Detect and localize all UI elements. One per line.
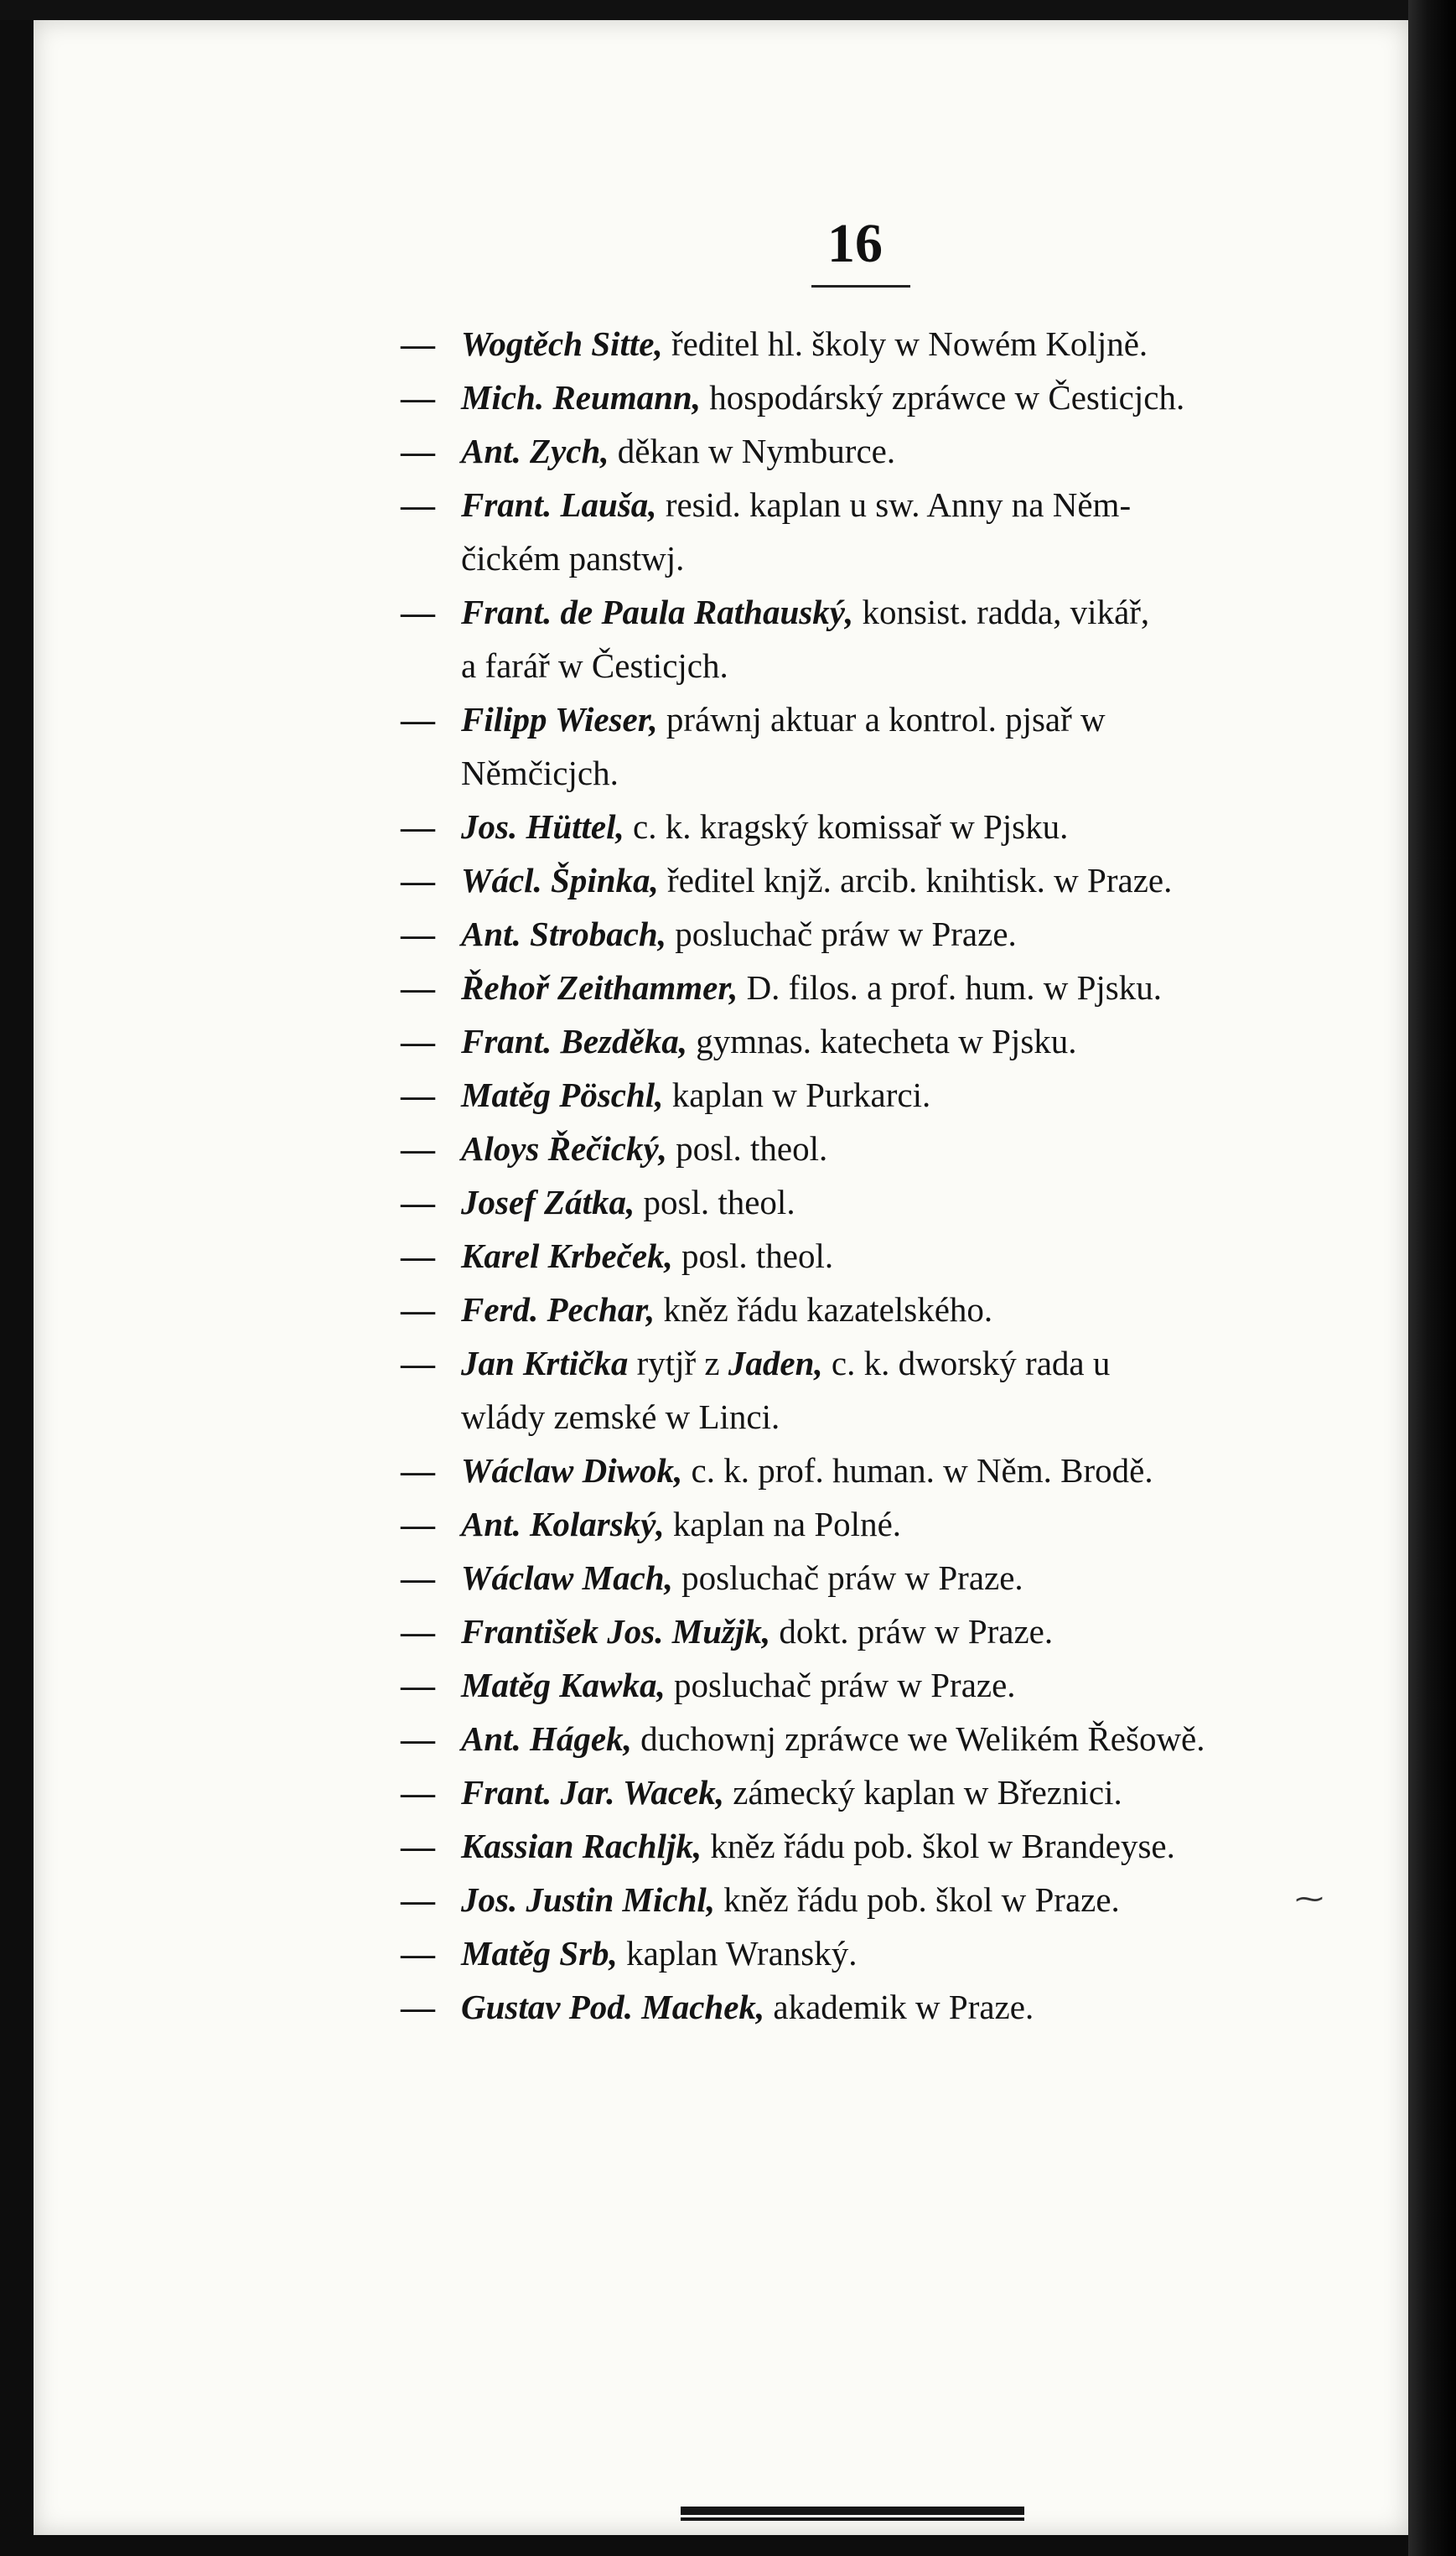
entry-name: Mich. Reumann, — [461, 378, 701, 417]
list-item — [401, 1175, 1348, 1229]
entry-description-secondary: c. k. dworský rada u — [822, 1344, 1111, 1382]
name-list — [401, 317, 1348, 2034]
list-item — [401, 371, 1348, 424]
list-item — [401, 1336, 1348, 1444]
entry-dash: — — [401, 1237, 435, 1275]
entry-name: Matěg Kawka, — [461, 1666, 666, 1704]
entry-description: posl. theol. — [635, 1183, 795, 1221]
end-rule — [681, 2507, 1024, 2522]
list-item — [401, 478, 1348, 585]
list-item — [401, 1014, 1348, 1068]
list-item — [401, 1819, 1348, 1873]
entry-name: Řehoř Zeithammer, — [461, 968, 738, 1007]
entry-dash: — — [401, 968, 435, 1007]
entry-name: Matěg Pöschl, — [461, 1076, 664, 1114]
list-item — [401, 585, 1348, 692]
entry-description: rytjř z — [628, 1344, 728, 1382]
entry-dash: — — [401, 1773, 435, 1812]
entry-dash: — — [401, 1666, 435, 1704]
entry-description: zámecký kaplan w Březnici. — [724, 1773, 1122, 1812]
end-rule-thick — [681, 2507, 1024, 2515]
entry-name: Jan Krtička — [461, 1344, 629, 1382]
entry-name: Matěg Srb, — [461, 1934, 618, 1973]
list-item — [401, 1497, 1348, 1551]
list-item — [401, 1444, 1348, 1497]
list-item — [401, 1873, 1348, 1926]
entry-dash: — — [401, 861, 435, 900]
list-item — [401, 1283, 1348, 1336]
entry-dash: — — [401, 432, 435, 470]
entry-description: hospodárský zpráwce w Česticjch. — [700, 378, 1185, 417]
entry-name: Ant. Kolarský, — [461, 1505, 665, 1543]
list-item — [401, 1605, 1348, 1658]
list-item — [401, 800, 1348, 853]
entry-name: Filipp Wieser, — [461, 700, 658, 739]
entry-description: posl. theol. — [666, 1129, 828, 1168]
entry-name: Frant. de Paula Rathauský, — [461, 593, 854, 631]
entry-description: kněz řádu pob. škol w Brandeyse. — [702, 1827, 1175, 1865]
entry-description: kaplan w Purkarci. — [663, 1076, 931, 1114]
list-item — [401, 317, 1348, 371]
entry-dash: — — [401, 1612, 435, 1651]
list-item — [401, 1551, 1348, 1605]
entry-name: Ferd. Pechar, — [461, 1290, 655, 1329]
entry-name: František Jos. Mužjk, — [461, 1612, 771, 1651]
scan-edge-right — [1408, 0, 1456, 2556]
entry-description: gymnas. katecheta w Pjsku. — [687, 1022, 1077, 1060]
entry-description: D. filos. a prof. hum. w Pjsku. — [738, 968, 1162, 1007]
entry-name: Frant. Lauša, — [461, 485, 657, 524]
entry-description: kněz řádu kazatelského. — [655, 1290, 993, 1329]
entry-dash: — — [401, 1934, 435, 1973]
entry-description: kněz řádu pob. škol w Praze. — [715, 1880, 1120, 1919]
entry-name: Aloys Řečický, — [461, 1129, 667, 1168]
entry-description: ředitel knjž. arcib. knihtisk. w Praze. — [658, 861, 1173, 900]
entry-dash: — — [401, 1022, 435, 1060]
entry-name: Wáclaw Diwok, — [461, 1451, 683, 1490]
entry-description: posluchač práw w Praze. — [672, 1558, 1023, 1597]
entry-description: děkan w Nymburce. — [609, 432, 896, 470]
list-item — [401, 1122, 1348, 1175]
entry-continuation: Němčicjch. — [461, 754, 619, 792]
end-rule-thin — [681, 2517, 1024, 2521]
entry-dash: — — [401, 1827, 435, 1865]
list-item — [401, 424, 1348, 478]
entry-dash: — — [401, 378, 435, 417]
entry-description: práwnj aktuar a kontrol. pjsař w — [657, 700, 1106, 739]
entry-dash: — — [401, 915, 435, 953]
entry-name: Wogtěch Sitte, — [461, 324, 663, 363]
entry-dash: — — [401, 700, 435, 739]
list-item — [401, 1229, 1348, 1283]
entry-continuation: wlády zemské w Linci. — [461, 1397, 780, 1436]
list-item — [401, 1068, 1348, 1122]
entry-description: c. k. prof. human. w Něm. Brodě. — [682, 1451, 1153, 1490]
scan-edge-top — [0, 0, 1456, 20]
entry-dash: — — [401, 1505, 435, 1543]
list-item — [401, 853, 1348, 907]
entry-description: posl. theol. — [672, 1237, 834, 1275]
entry-name: Ant. Zych, — [461, 432, 609, 470]
entry-dash: — — [401, 1183, 435, 1221]
entry-continuation: a farář w Česticjch. — [461, 646, 728, 685]
page-number: 16 — [827, 213, 883, 274]
entry-name: Jos. Hüttel, — [461, 807, 624, 846]
entry-dash: — — [401, 1558, 435, 1597]
list-item — [401, 961, 1348, 1014]
entry-description: posluchač práw w Praze. — [665, 1666, 1016, 1704]
list-item — [401, 1926, 1348, 1980]
entry-name: Karel Krbeček, — [461, 1237, 673, 1275]
stray-ink-mark: ⁓ — [1295, 1882, 1324, 1916]
page-number-underline — [811, 285, 910, 288]
entry-dash: — — [401, 485, 435, 524]
entry-dash: — — [401, 593, 435, 631]
list-item — [401, 692, 1348, 800]
entry-name: Jos. Justin Michl, — [461, 1880, 716, 1919]
entry-continuation: čickém panstwj. — [461, 539, 685, 578]
entry-name: Ant. Hágek, — [461, 1719, 632, 1758]
entry-name-secondary: Jaden, — [728, 1344, 823, 1382]
entry-description: akademik w Praze. — [764, 1988, 1034, 2026]
entry-dash: — — [401, 807, 435, 846]
entry-description: kaplan Wranský. — [617, 1934, 858, 1973]
list-item — [401, 1980, 1348, 2034]
entry-name: Ant. Strobach, — [461, 915, 666, 953]
list-item — [401, 1712, 1348, 1765]
entry-description: dokt. práw w Praze. — [770, 1612, 1054, 1651]
entry-name: Gustav Pod. Machek, — [461, 1988, 765, 2026]
list-item — [401, 1765, 1348, 1819]
entry-dash: — — [401, 1344, 435, 1382]
entry-description: posluchač práw w Praze. — [666, 915, 1017, 953]
entry-dash: — — [401, 1880, 435, 1919]
entry-description: kaplan na Polné. — [664, 1505, 902, 1543]
entry-name: Frant. Bezděka, — [461, 1022, 687, 1060]
list-item — [401, 907, 1348, 961]
entry-name: Wácl. Špinka, — [461, 861, 659, 900]
entry-description: c. k. kragský komissař w Pjsku. — [624, 807, 1069, 846]
entry-description: resid. kaplan u sw. Anny na Něm- — [656, 485, 1132, 524]
entry-dash: — — [401, 1451, 435, 1490]
entry-dash: — — [401, 1290, 435, 1329]
entry-dash: — — [401, 1988, 435, 2026]
entry-dash: — — [401, 324, 435, 363]
entry-dash: — — [401, 1719, 435, 1758]
list-item — [401, 1658, 1348, 1712]
entry-name: Kassian Rachljk, — [461, 1827, 702, 1865]
entry-dash: — — [401, 1129, 435, 1168]
entry-description: ředitel hl. školy w Nowém Koljně. — [662, 324, 1148, 363]
entry-description: duchownj zpráwce we Welikém Řešowě. — [631, 1719, 1205, 1758]
entry-name: Wáclaw Mach, — [461, 1558, 673, 1597]
entry-description: konsist. radda, vikář, — [853, 593, 1150, 631]
entry-name: Josef Zátka, — [461, 1183, 635, 1221]
entry-name: Frant. Jar. Wacek, — [461, 1773, 725, 1812]
entry-dash: — — [401, 1076, 435, 1114]
